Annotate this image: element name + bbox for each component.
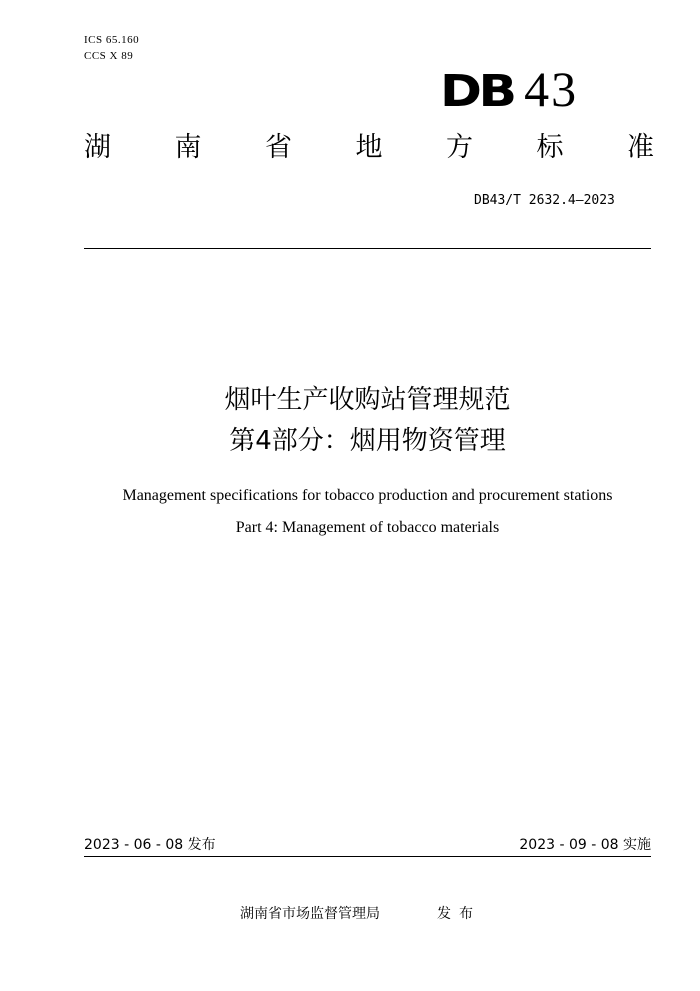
standard-number: DB43/T 2632.4—2023 [474, 193, 615, 208]
issuing-authority: 湖南省市场监督管理局 [240, 906, 380, 922]
logo-db-text: DB [440, 66, 514, 117]
standard-type-char: 准 [627, 132, 654, 163]
chinese-title-line2: 第4部分：烟用物资管理 [229, 426, 506, 456]
ics-code: ICS 65.160 [84, 34, 140, 46]
top-divider [84, 248, 651, 249]
english-title-line2: Part 4: Management of tobacco materials [235, 519, 500, 536]
publish-date: 2023 - 06 - 08 发布 [84, 837, 216, 853]
logo-region-code: 43 [524, 61, 579, 117]
standard-type-char: 湖 [84, 132, 111, 163]
standard-type-char: 省 [265, 132, 292, 163]
standard-type-title [84, 130, 654, 166]
classification-codes [84, 32, 139, 64]
standard-type-char: 标 [536, 132, 564, 163]
standard-type-char: 方 [446, 132, 473, 163]
ccs-code: CCS X 89 [84, 50, 134, 62]
standard-type-char: 地 [355, 132, 383, 163]
chinese-title-line1: 烟叶生产收购站管理规范 [224, 385, 511, 415]
english-title-line1: Management specifications for tobacco production and procurement stations [122, 487, 613, 504]
issue-action: 发布 [437, 906, 481, 922]
standard-type-char: 南 [174, 132, 202, 163]
db43-logo [440, 61, 579, 117]
bottom-divider [84, 856, 651, 857]
implementation-date: 2023 - 09 - 08 实施 [519, 837, 651, 853]
